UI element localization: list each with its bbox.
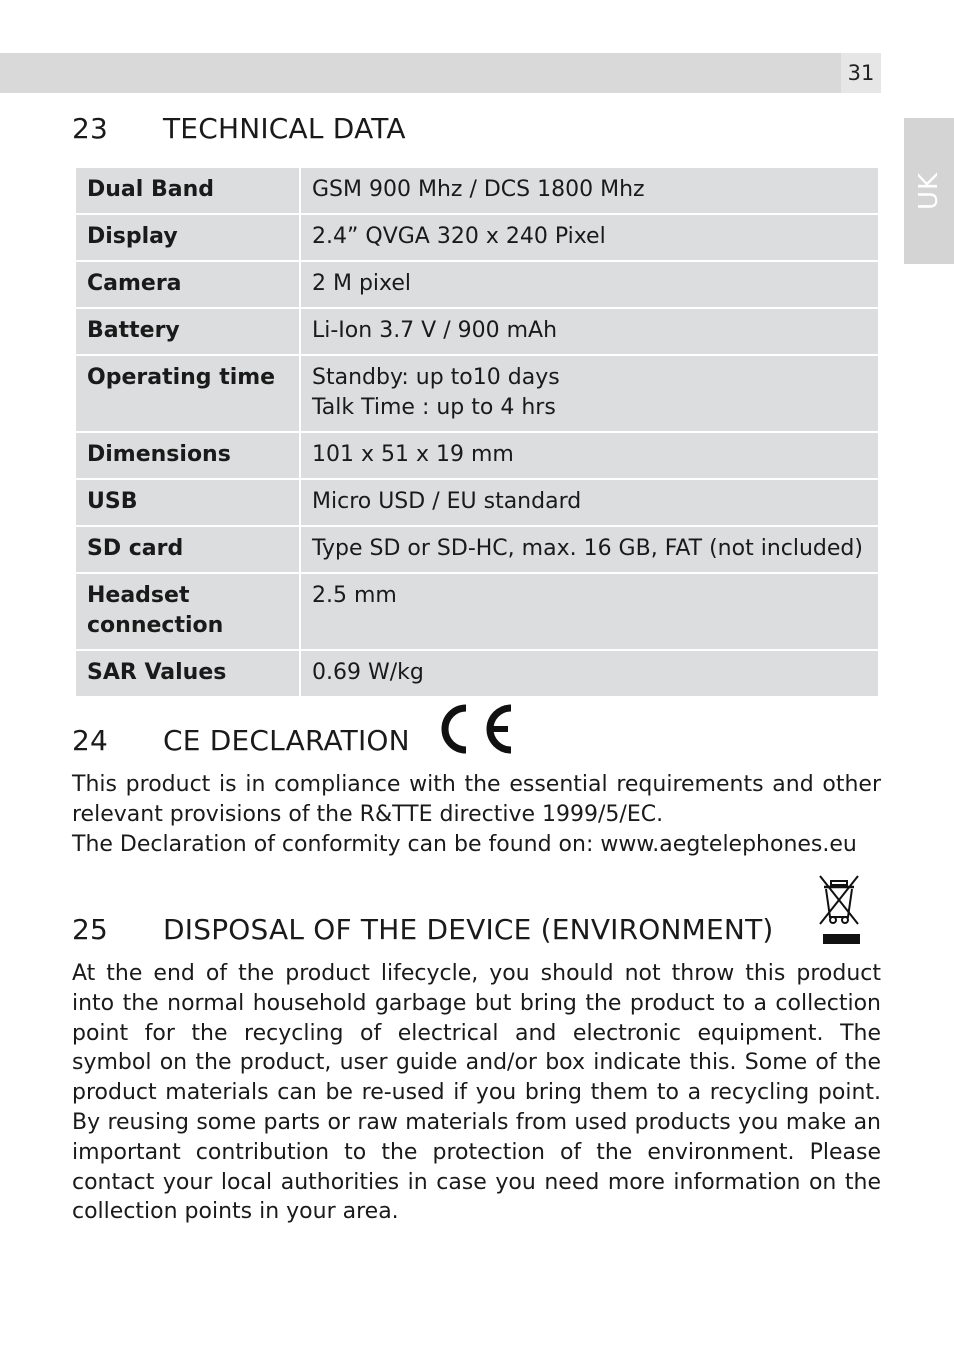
table-row (76, 356, 878, 431)
spec-value-line: Standby: up to10 days (312, 365, 560, 390)
spec-value-line: GSM 900 Mhz / DCS 1800 Mhz (312, 177, 645, 202)
technical-data-table-body (76, 168, 878, 696)
table-row (76, 262, 878, 307)
ce-declaration-paragraph-1: This product is in compliance with the essential requirements and other relevant provisions of the R&TTE directive 1999/5/EC. (72, 772, 881, 827)
ce-declaration-paragraph-2: The Declaration of conformity can be found on: www.aegtelephones.eu (72, 832, 857, 857)
spec-value-line: 101 x 51 x 19 mm (312, 442, 514, 467)
spec-value (301, 168, 878, 213)
spec-value-line: 2.5 mm (312, 583, 397, 608)
spec-value-line: Li-Ion 3.7 V / 900 mAh (312, 318, 558, 343)
spec-value-line: 2 M pixel (312, 271, 412, 296)
table-row (76, 215, 878, 260)
disposal-paragraph: At the end of the product lifecycle, you should not throw this product into the normal household garbage but bring the product to a collection point for the recycling of electrical and electronic equipment. The symbol on the product, user guide and/or box indicate this. Some of the product materials can be re-used if you bring them to a recycling point. By reusing some parts or raw materials from used products you make an important contribution to the protection of the environment. Please contact your local authorities in case you need more information on the collection points in your area. (72, 961, 881, 1225)
section-title: CE DECLARATION (163, 724, 410, 757)
section-heading-technical-data (72, 112, 406, 145)
table-row (76, 574, 878, 649)
section-title: DISPOSAL OF THE DEVICE (ENVIRONMENT) (163, 913, 774, 946)
spec-value (301, 262, 878, 307)
header-bar (0, 53, 841, 93)
spec-value-line: 2.4” QVGA 320 x 240 Pixel (312, 224, 606, 249)
spec-label: Battery (76, 309, 299, 354)
spec-value (301, 356, 878, 431)
spec-value-line: Micro USD / EU standard (312, 489, 582, 514)
spec-value-line: Type SD or SD-HC, max. 16 GB, FAT (not included) (312, 536, 863, 561)
spec-value (301, 215, 878, 260)
crossed-out-bin-icon (816, 873, 866, 947)
spec-value (301, 433, 878, 478)
spec-label: Dual Band (76, 168, 299, 213)
spec-value-line: 0.69 W/kg (312, 660, 424, 685)
spec-value (301, 309, 878, 354)
spec-value (301, 527, 878, 572)
spec-value (301, 574, 878, 649)
language-tab-label: UK (914, 171, 944, 211)
section-title: TECHNICAL DATA (163, 112, 406, 145)
spec-value (301, 651, 878, 696)
table-row (76, 309, 878, 354)
table-row (76, 168, 878, 213)
language-tab (904, 118, 954, 264)
spec-label: SAR Values (76, 651, 299, 696)
technical-data-table (74, 166, 880, 698)
spec-label: Dimensions (76, 433, 299, 478)
spec-label: USB (76, 480, 299, 525)
section-heading-ce-declaration (72, 724, 410, 757)
ce-mark-icon (434, 700, 514, 758)
section-heading-disposal (72, 913, 774, 946)
section-number: 23 (72, 112, 109, 145)
table-row (76, 480, 878, 525)
section-number: 24 (72, 724, 109, 757)
spec-label: Headset connection (76, 574, 299, 649)
page-number: 31 (841, 53, 881, 93)
spec-label: Display (76, 215, 299, 260)
table-row (76, 433, 878, 478)
spec-label: Operating time (76, 356, 299, 431)
spec-value (301, 480, 878, 525)
section-number: 25 (72, 913, 109, 946)
spec-label: Camera (76, 262, 299, 307)
spec-value-line: Talk Time : up to 4 hrs (312, 395, 556, 420)
table-row (76, 651, 878, 696)
table-row (76, 527, 878, 572)
spec-label: SD card (76, 527, 299, 572)
